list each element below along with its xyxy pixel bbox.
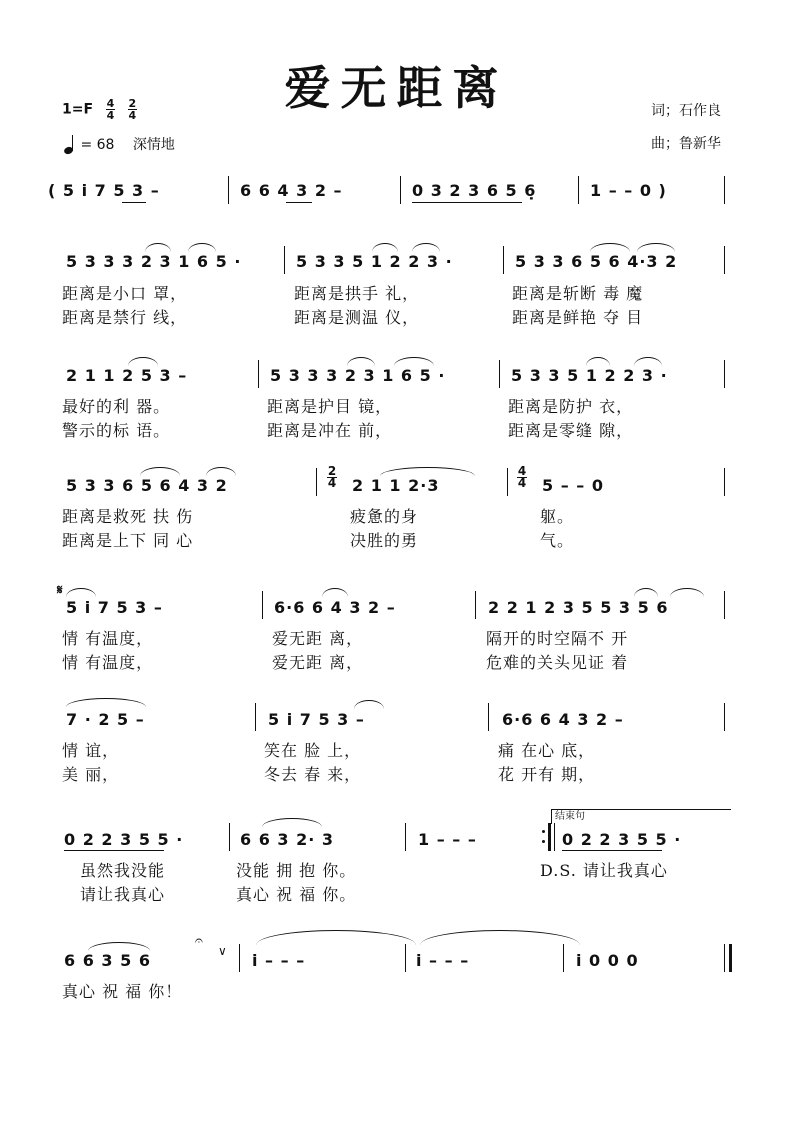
tempo-marking bbox=[64, 134, 175, 154]
lyric-3-1-verse2: 警示的标 语。 bbox=[62, 421, 171, 440]
lyric-4-1-verse1: 距离是救死 扶 伤 bbox=[62, 507, 194, 526]
lyric-5-2-verse2: 爱无距 离， bbox=[272, 653, 364, 672]
measure-7-3-notes: 1 – – – bbox=[418, 830, 477, 849]
measure-7-4-notes: 0 2 2 3 5 5 · bbox=[562, 830, 682, 849]
barline bbox=[255, 703, 256, 731]
lyric-7-1-verse1: 虽然我没能 bbox=[80, 861, 166, 880]
slur bbox=[128, 357, 158, 366]
barline bbox=[503, 246, 504, 274]
lyric-3-3-verse2: 距离是零缝 隙， bbox=[508, 421, 634, 440]
tie bbox=[256, 930, 416, 945]
repeat-barline bbox=[548, 823, 551, 851]
fermata-icon: 𝄐 bbox=[195, 933, 203, 949]
beam-line bbox=[286, 202, 312, 203]
beam-line bbox=[122, 202, 146, 203]
lyric-4-2-verse1: 疲惫的身 bbox=[350, 507, 419, 526]
tie bbox=[88, 942, 150, 951]
barline bbox=[239, 944, 240, 972]
barline bbox=[316, 468, 317, 496]
barline bbox=[724, 360, 725, 388]
slur bbox=[586, 357, 610, 366]
barline bbox=[475, 591, 476, 619]
barline bbox=[405, 944, 406, 972]
barline bbox=[284, 246, 285, 274]
slur bbox=[347, 357, 375, 366]
lyric-3-3-verse1: 距离是防护 衣， bbox=[508, 397, 634, 416]
barline bbox=[578, 176, 579, 204]
slur bbox=[637, 243, 675, 252]
quarter-note-icon bbox=[64, 136, 76, 154]
barline bbox=[507, 468, 508, 496]
barline bbox=[499, 360, 500, 388]
lyric-3-2-verse2: 距离是冲在 前， bbox=[267, 421, 393, 440]
lyric-4-1-verse2: 距离是上下 同 心 bbox=[62, 531, 194, 550]
lyric-2-2-verse1: 距离是拱手 礼， bbox=[294, 284, 420, 303]
barline bbox=[563, 944, 564, 972]
lyric-3-2-verse1: 距离是护目 镜， bbox=[267, 397, 393, 416]
key-signature bbox=[62, 98, 137, 121]
dal-segno-and-lyric: D.S. 请让我真心 bbox=[540, 861, 668, 880]
lyric-6-2-verse2: 冬去 春 来， bbox=[264, 765, 362, 784]
measure-4-3-notes: 5 – – 0 bbox=[542, 476, 604, 495]
segno-icon: 𝄋 bbox=[57, 583, 63, 598]
barline bbox=[724, 591, 725, 619]
barline bbox=[405, 823, 406, 851]
barline bbox=[488, 703, 489, 731]
measure-2-1-notes: 5 3 3 3 2 3 1 6 5 · bbox=[66, 252, 242, 271]
lyric-4-3-verse1: 躯。 bbox=[540, 507, 575, 526]
measure-5-1-notes: 5 i 7 5 3 – bbox=[66, 598, 163, 617]
slur bbox=[206, 467, 236, 476]
lyric-5-1-verse1: 情 有温度， bbox=[62, 629, 154, 648]
slur bbox=[140, 467, 180, 476]
final-barline-thick bbox=[729, 944, 732, 972]
lyric-6-1-verse1: 情 谊， bbox=[62, 741, 120, 760]
key-label: 1=F bbox=[62, 101, 94, 118]
barline bbox=[262, 591, 263, 619]
measure-1-2-notes: 6 6 4 3 2 – bbox=[240, 181, 343, 200]
measure-2-3-notes: 5 3 3 6 5 6 4·3 2 bbox=[515, 252, 678, 271]
lyric-2-3-verse2: 距离是鲜艳 夺 目 bbox=[512, 308, 644, 327]
measure-3-3-notes: 5 3 3 5 1 2 2 3 · bbox=[511, 366, 668, 385]
slur bbox=[145, 243, 171, 252]
time-signature-4-4: $\frac{4}{4}$ bbox=[106, 97, 115, 122]
measure-8-2-notes: i – – – bbox=[252, 951, 306, 970]
measure-2-2-notes: 5 3 3 5 1 2 2 3 · bbox=[296, 252, 453, 271]
tie bbox=[262, 818, 322, 827]
barline bbox=[724, 468, 725, 496]
tie bbox=[380, 467, 475, 476]
slur bbox=[634, 588, 658, 597]
tie bbox=[66, 698, 146, 707]
slur bbox=[322, 588, 348, 597]
lyric-6-3-verse2: 花 开有 期， bbox=[498, 765, 596, 784]
lyric-8-verse1: 真心 祝 福 你！ bbox=[62, 982, 183, 1001]
beam-line bbox=[412, 202, 522, 203]
final-barline-thin bbox=[724, 944, 725, 972]
barline bbox=[554, 823, 555, 851]
measure-1-4-notes: 1 – – 0 ) bbox=[590, 181, 667, 200]
measure-6-3-notes: 6·6 6 4 3 2 – bbox=[502, 710, 624, 729]
repeat-dot bbox=[542, 840, 545, 843]
barline bbox=[724, 703, 725, 731]
lyric-5-1-verse2: 情 有温度， bbox=[62, 653, 154, 672]
measure-5-3-notes: 2 2 1 2 3 5 5 3 5 6 bbox=[488, 598, 669, 617]
barline bbox=[229, 823, 230, 851]
measure-5-2-notes: 6·6 6 4 3 2 – bbox=[274, 598, 396, 617]
expression-mark: 深情地 bbox=[132, 137, 175, 153]
barline bbox=[228, 176, 229, 204]
measure-1-1-notes: ( 5 i 7 5 3 – bbox=[48, 181, 160, 200]
time-signature-change-4-4: 4 4 bbox=[517, 464, 527, 490]
measure-7-1-notes: 0 2 2 3 5 5 · bbox=[64, 830, 184, 849]
barline bbox=[724, 176, 725, 204]
volta-bracket: 结束句 bbox=[551, 809, 731, 824]
repeat-dot bbox=[542, 830, 545, 833]
lyric-5-3-verse1: 隔开的时空隔不 开 bbox=[486, 629, 629, 648]
lyricist-credit: 词；石作良 bbox=[651, 103, 721, 119]
lyric-4-2-verse2: 决胜的勇 bbox=[350, 531, 419, 550]
barline bbox=[400, 176, 401, 204]
lyric-2-2-verse2: 距离是测温 仪， bbox=[294, 308, 420, 327]
beam-line bbox=[64, 850, 164, 851]
time-signature-2-4: $\frac{2}{4}$ bbox=[128, 97, 137, 122]
measure-8-4-notes: i 0 0 0 bbox=[576, 951, 639, 970]
slur bbox=[372, 243, 398, 252]
lyric-5-3-verse2: 危难的关头见证 着 bbox=[486, 653, 629, 672]
lyric-2-1-verse2: 距离是禁行 线， bbox=[62, 308, 188, 327]
measure-4-1-notes: 5 3 3 6 5 6 4 3 2 bbox=[66, 476, 228, 495]
breath-mark-icon: ∨ bbox=[218, 944, 227, 958]
song-title: 爱无距离 bbox=[284, 61, 509, 115]
measure-3-2-notes: 5 3 3 3 2 3 1 6 5 · bbox=[270, 366, 446, 385]
measure-4-2-notes: 2 1 1 2·3 bbox=[352, 476, 440, 495]
lyric-4-3-verse2: 气。 bbox=[540, 531, 575, 550]
measure-6-1-notes: 7 · 2 5 – bbox=[66, 710, 145, 729]
lyric-6-2-verse1: 笑在 脸 上， bbox=[264, 741, 362, 760]
slur bbox=[590, 243, 630, 252]
beam-line bbox=[562, 850, 662, 851]
lyric-6-3-verse1: 痛 在心 底， bbox=[498, 741, 596, 760]
lyric-7-2-verse2: 真心 祝 福 你。 bbox=[236, 885, 357, 904]
measure-1-3-notes: 0 3 2 3 6 5 6̣ bbox=[412, 181, 537, 200]
lyric-2-1-verse1: 距离是小口 罩， bbox=[62, 284, 188, 303]
barline bbox=[258, 360, 259, 388]
lyric-3-1-verse1: 最好的利 器。 bbox=[62, 397, 171, 416]
measure-6-2-notes: 5 i 7 5 3 – bbox=[268, 710, 365, 729]
measure-8-1-notes: 6 6 3 5 6 bbox=[64, 951, 151, 970]
slur bbox=[634, 357, 662, 366]
slur bbox=[670, 588, 704, 597]
slur bbox=[354, 700, 384, 709]
lyric-5-2-verse1: 爱无距 离， bbox=[272, 629, 364, 648]
measure-8-3-notes: i – – – bbox=[416, 951, 470, 970]
lyric-7-2-verse1: 没能 拥 抱 你。 bbox=[236, 861, 357, 880]
tie bbox=[420, 930, 580, 945]
measure-3-1-notes: 2 1 1 2 5 3 – bbox=[66, 366, 188, 385]
measure-7-2-notes: 6 6 3 2· 3 bbox=[240, 830, 335, 849]
lyric-6-1-verse2: 美 丽， bbox=[62, 765, 120, 784]
slur bbox=[188, 243, 216, 252]
slur bbox=[66, 588, 96, 597]
tempo-bpm: = 68 bbox=[80, 137, 115, 153]
time-signature-change-2-4: 2 4 bbox=[327, 464, 337, 490]
slur bbox=[394, 357, 434, 366]
lyric-7-1-verse2: 请让我真心 bbox=[80, 885, 166, 904]
barline bbox=[724, 246, 725, 274]
lyric-2-3-verse1: 距离是斩断 毒 魔 bbox=[512, 284, 644, 303]
slur bbox=[412, 243, 440, 252]
composer-credit: 曲；鲁新华 bbox=[651, 136, 721, 152]
